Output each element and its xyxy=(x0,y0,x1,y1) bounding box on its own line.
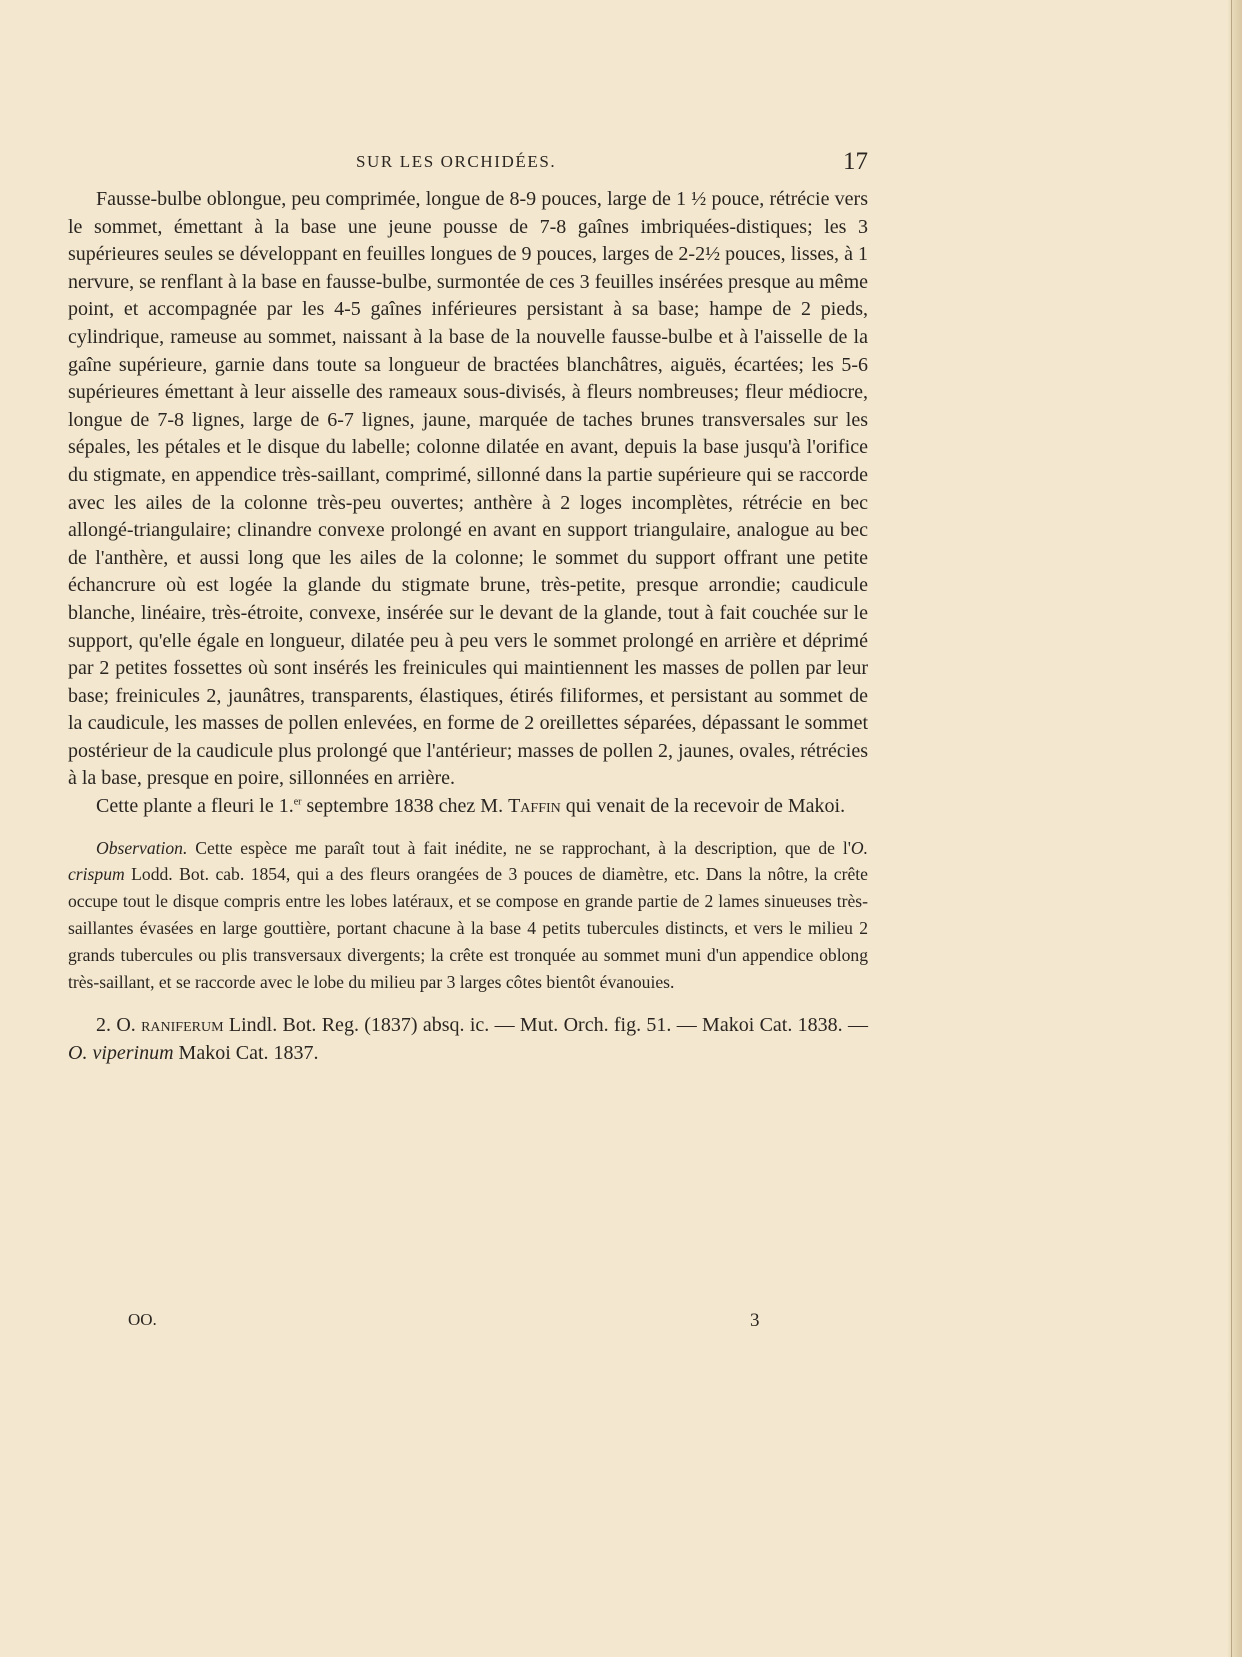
observation-label: Observation. xyxy=(96,837,188,858)
page-number: 17 xyxy=(843,148,868,175)
page-header xyxy=(68,148,868,176)
entry-species: raniferum xyxy=(141,1014,224,1037)
species-entry xyxy=(68,1012,868,1067)
collector-name: Taffin xyxy=(508,795,561,818)
flowering-text-before: Cette plante a fleuri le 1. xyxy=(96,795,294,818)
entry-synonym: O. viperinum xyxy=(68,1042,174,1065)
signature-mark: OO. xyxy=(128,1310,157,1329)
text-block xyxy=(68,186,868,1068)
entry-references-end: Makoi Cat. 1837. xyxy=(173,1042,319,1065)
description-paragraph: Fausse-bulbe oblongue, peu comprimée, longue de 8-9 pouces, large de 1 ½ pouce, rétrécie vers le sommet, émettant à la base une jeune pousse de 7-8 gaînes imbriquées-distiques; les 3 supérieures seules se développant en feuilles longues de 9 pouces, larges de 2-2½ pouces, lisses, à 1 nervure, se renflant à la base en fausse-bulbe, surmontée de ces 3 feuilles insérées presque au même point, et accompagnée par les 4-5 gaînes inférieures persistant à sa base; hampe de 2 pieds, cylindrique, rameuse au sommet, naissant à la base de la nouvelle fausse-bulbe et à l'aisselle de la gaîne supérieure, garnie dans toute sa longueur de bractées blanchâtres, aiguës, écartées; les 5-6 supérieures émettant à leur aisselle des rameaux sous-divisés, à fleurs nombreuses; fleur médiocre, longue de 7-8 lignes, large de 6-7 lignes, jaune, marquée de taches brunes transversales sur les sépales, les pétales et le disque du labelle; colonne dilatée en avant, depuis la base jusqu'à l'orifice du stigmate, en appendice très-saillant, comprimé, sillonné dans la partie supérieure qui se raccorde avec les ailes de la colonne très-peu ouvertes; anthère à 2 loges incomplètes, rétrécie en bec allongé-triangulaire; clinandre convexe prolongé en avant en support triangulaire, analogue au bec de l'anthère, et aussi long que les ailes de la colonne; le sommet du support offrant une petite échancrure où est logée la glande du stigmate brune, très-petite, presque arrondie; caudicule blanche, linéaire, très-étroite, convexe, insérée sur le devant de la glande, tout à fait couchée sur le support, qu'elle égale en longueur, dilatée peu à peu vers le sommet prolongé en arrière et déprimé par 2 petites fossettes où sont insérés les freinicules qui maintiennent les masses de pollen par leur base; freinicules 2, jaunâtres, transparents, élastiques, étirés filiformes, et persistant au sommet de la caudicule, les masses de pollen enlevées, en forme de 2 oreillettes séparées, dépassant le sommet postérieur de la caudicule plus prolongé que l'antérieur; masses de pollen 2, jaunes, ovales, rétrécies à la base, presque en poire, sillonnées en arrière. xyxy=(68,188,868,790)
observation-text-before: Cette espèce me paraît tout à fait inédite, ne se rapprochant, à la description, que de l' xyxy=(187,837,851,858)
flowering-superscript: er xyxy=(293,796,302,808)
page-edge-line xyxy=(1231,0,1232,1657)
observation-paragraph xyxy=(68,835,868,996)
entry-references: Lindl. Bot. Reg. (1837) absq. ic. — Mut. Orch. fig. 51. — Makoi Cat. 1838. — xyxy=(223,1014,868,1037)
flowering-text-after: qui venait de la recevoir de Makoi. xyxy=(560,795,846,818)
signature-number: 3 xyxy=(750,1310,760,1331)
flowering-paragraph xyxy=(68,793,868,821)
entry-number: 2. O. xyxy=(96,1014,142,1037)
flowering-text-mid: septembre 1838 chez M. xyxy=(301,795,509,818)
observation-text-after: Lodd. Bot. cab. 1854, qui a des fleurs orangées de 3 pouces de diamètre, etc. Dans la nôtre, la crête occupe tout le disque compris entre les lobes latéraux, et se compose en grande partie de 2 lames sinueuses très-saillantes évasées en large gouttière, portant chacune à la base 4 petits tubercules distincts, et vers le milieu 2 grands tubercules ou plis transversaux divergents; la crête est tronquée au sommet muni d'un appendice oblong très-saillant, et se raccorde avec le lobe du milieu par 3 larges côtes bientôt évanouies. xyxy=(68,864,868,992)
observation-species: O. crispum xyxy=(68,837,868,885)
running-title: SUR LES ORCHIDÉES. xyxy=(356,152,557,171)
